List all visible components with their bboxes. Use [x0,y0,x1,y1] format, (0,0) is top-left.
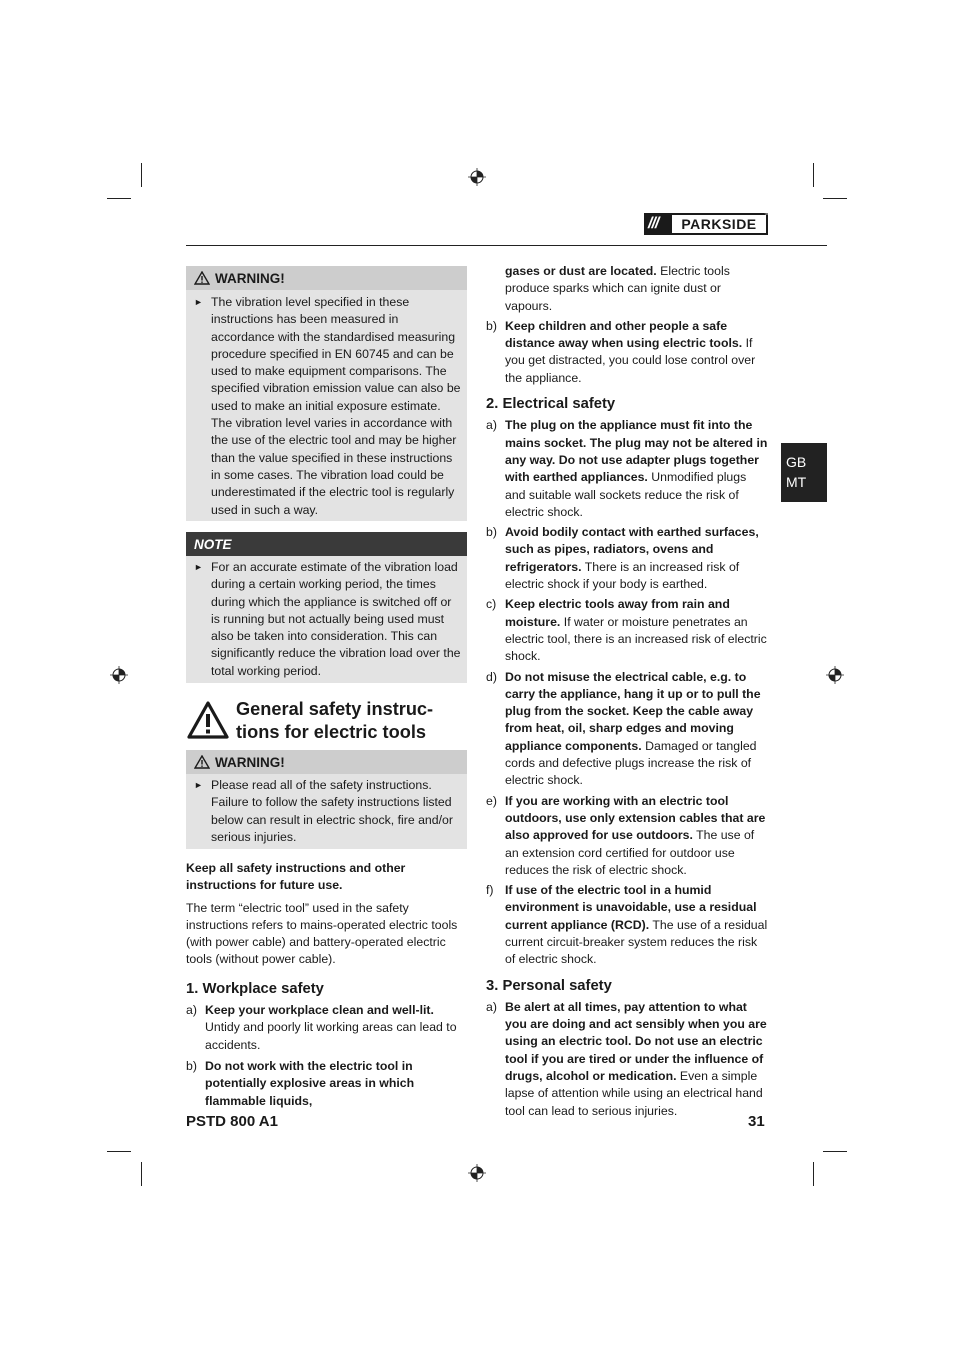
item-text: There is an increased risk of electric shock if your body is earthed. [505,559,740,592]
logo-slashes: /// [648,215,659,232]
crop-mark [813,163,814,187]
personal-heading: 3. Personal safety [486,977,612,994]
warning-box-read [186,750,467,849]
crop-mark [141,1162,142,1186]
item-bold: Avoid bodily contact with earthed surfaces, such as pipes, radiators, ovens and refrigerators. [505,525,759,574]
parkside-logo [644,213,768,235]
warning-triangle-icon [194,755,210,769]
item-label: f) [486,883,494,898]
language-tab-mt: MT [786,474,807,490]
right-column-text [486,263,768,1123]
list-item [486,417,768,521]
item-text: If water or moisture penetrates an electric tool, there is an increased risk of electric shock. [505,614,767,664]
warning-triangle-icon [186,700,230,740]
warning-bullet [186,777,467,846]
item-text: Untidy and poorly lit working areas can lead to accidents. [205,1020,457,1052]
item-text: Electric tools produce sparks which can ignite dust or vapours. [505,264,730,313]
note-header [186,532,467,556]
list-item-continued [486,263,768,315]
item-label: d) [486,669,497,684]
warning-title: WARNING! [215,754,285,770]
keep-instructions: Keep all safety instructions and other instructions for future use. [186,861,406,893]
item-bold: The plug on the appliance must fit into the mains socket. The plug may not be altered in any way. Do not use adapter plugs together with earthed appliances. [505,418,768,485]
warning-header [186,750,467,774]
crop-mark [107,198,131,199]
list-item [486,669,768,790]
item-bold: Keep children and other people a safe distance away when using electric tools. [505,318,743,351]
note-box [186,532,467,683]
crop-mark [141,163,142,187]
warning-text: The vibration level specified in these instructions has been measured in accordance with the standardised measuring procedure specified in EN 60745 and can be used to make equipment comparisons. The specified vibration emission value can also be used to make an initial exposure estimate. The vibration level varies in accordance with the use of the electric tool and may be higher than the value specified in these instructions in some cases. The vibration load could be underestimated if the electric tool is regularly used in such a way. [211,295,461,517]
item-label: a) [486,999,497,1014]
warning-header [186,266,467,290]
item-bold: Keep your workplace clean and well-lit. [205,1003,434,1018]
header-rule [186,245,827,246]
crop-mark [823,198,847,199]
crop-mark [813,1162,814,1186]
registration-mark-icon [110,666,128,684]
note-text: For an accurate estimate of the vibration load during a certain working period, the times during which the appliance is switched off or is running but not actually being used must also be taken into consideration. This can significantly reduce the vibration load over the total working period. [211,560,461,678]
list-item [486,596,768,665]
section-title [236,698,433,743]
registration-mark-icon [468,168,486,186]
list-item [486,318,768,387]
list-item [486,793,768,879]
item-label: a) [186,1003,197,1018]
warning-text: Please read all of the safety instructions. Failure to follow the safety instructions listed below can result in electric shock, fire and/or serious injuries. [211,778,453,844]
item-text: Damaged or tangled cords and defective plugs increase the risk of electric shock. [505,738,757,788]
bullet-arrow-icon: ► [194,562,203,572]
warning-triangle-icon [194,271,210,285]
item-bold: Be alert at all times, pay attention to what you are doing and act sensibly when you are using an electric tool. Do not use an electric tool if you are tired or under the influence of drugs, alcohol or medication. [505,999,767,1084]
logo-brand: PARKSIDE [672,215,766,233]
crop-mark [107,1151,131,1152]
item-bold: If use of the electric tool in a humid environment is unavoidable, use a residual current appliance (RCD). [505,883,757,932]
item-bold: If you are working with an electric tool outdoors, use only extension cables that are also approved for use outdoors. [505,793,766,843]
list-item [186,1002,467,1054]
registration-mark-icon [826,666,844,684]
item-label: a) [486,418,497,433]
item-label: b) [486,318,497,333]
logo-registered: ® [764,211,769,217]
item-bold: Keep electric tools away from rain and moisture. [505,597,730,629]
item-bold: gases or dust are located. [505,264,657,278]
warning-bullet [186,294,467,519]
list-item [186,1058,467,1110]
left-column-text [186,860,467,1113]
list-item [486,524,768,593]
registration-mark-icon [468,1164,486,1182]
list-item [486,882,768,968]
crop-mark [823,1151,847,1152]
bullet-arrow-icon: ► [194,297,203,307]
item-bold: Do not work with the electric tool in potentially explosive areas in which flammable liquids, [205,1058,415,1108]
list-item [486,999,768,1120]
section-title-line1: General safety instruc- [236,699,434,719]
item-label: c) [486,597,497,612]
language-tab [781,443,827,502]
item-bold: Do not misuse the electrical cable, e.g. to carry the appliance, hang it up or to pull the plug from the socket. Keep the cable away from heat, oil, sharp edges and moving appliance components. [505,669,761,753]
item-text: If you get distracted, you could lose control over the appliance. [505,336,756,385]
item-label: b) [486,525,497,540]
electrical-heading: 2. Electrical safety [486,396,616,413]
bullet-arrow-icon: ► [194,780,203,790]
item-text: The use of a residual current circuit-breaker system reduces the risk of electric shock. [505,917,768,967]
item-text: Unmodified plugs and suitable wall sockets reduce the risk of electric shock. [505,470,747,519]
warning-title: WARNING! [215,270,285,286]
term-paragraph: The term “electric tool” used in the safety instructions refers to mains-operated electric tools (with power cable) and battery-operated electric tools (without power cable). [186,900,458,967]
page-number: 31 [748,1113,765,1130]
item-text: Even a simple lapse of attention while using an electrical hand tool can lead to serious injuries. [505,1069,763,1118]
warning-box-vibration [186,266,467,521]
section-title-line2: tions for electric tools [236,721,426,742]
workplace-heading: 1. Workplace safety [186,980,324,997]
item-label: b) [186,1058,197,1073]
item-text: The use of an extension cord certified for outdoor use reduces the risk of electric shock. [505,828,755,877]
note-bullet [186,559,467,680]
note-title: NOTE [194,536,232,552]
language-tab-gb: GB [786,454,807,470]
item-label: e) [486,793,497,808]
footer-model: PSTD 800 A1 [186,1113,278,1130]
